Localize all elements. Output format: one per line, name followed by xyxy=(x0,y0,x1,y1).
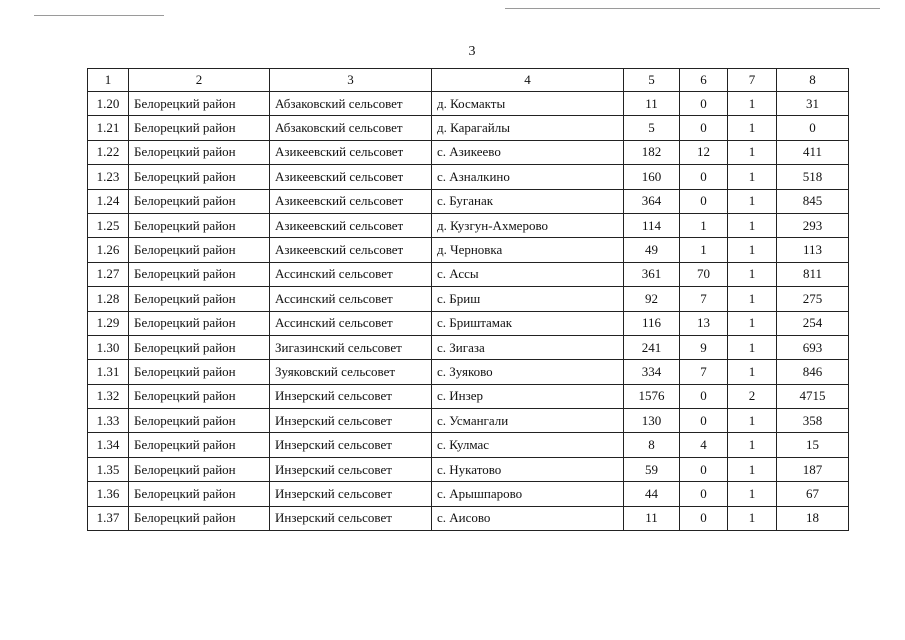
district-cell: Белорецкий район xyxy=(129,238,270,262)
row-number: 1.28 xyxy=(88,287,129,311)
locality-cell: д. Карагайлы xyxy=(432,116,624,140)
locality-cell: д. Кузгун-Ахмерово xyxy=(432,213,624,237)
column-header: 6 xyxy=(680,69,728,92)
column-5-cell: 116 xyxy=(624,311,680,335)
column-5-cell: 59 xyxy=(624,457,680,481)
column-8-cell: 293 xyxy=(777,213,849,237)
column-6-cell: 1 xyxy=(680,213,728,237)
column-8-cell: 15 xyxy=(777,433,849,457)
locality-cell: с. Бриштамак xyxy=(432,311,624,335)
column-7-cell: 1 xyxy=(728,213,777,237)
row-number: 1.36 xyxy=(88,482,129,506)
table-row xyxy=(88,409,849,433)
table-row xyxy=(88,506,849,530)
council-cell: Ассинский сельсовет xyxy=(270,262,432,286)
row-number: 1.25 xyxy=(88,213,129,237)
column-5-cell: 11 xyxy=(624,506,680,530)
column-8-cell: 411 xyxy=(777,140,849,164)
column-5-cell: 8 xyxy=(624,433,680,457)
column-7-cell: 1 xyxy=(728,311,777,335)
row-number: 1.21 xyxy=(88,116,129,140)
column-6-cell: 0 xyxy=(680,384,728,408)
locality-cell: с. Зуяково xyxy=(432,360,624,384)
column-6-cell: 7 xyxy=(680,360,728,384)
district-cell: Белорецкий район xyxy=(129,262,270,286)
column-6-cell: 4 xyxy=(680,433,728,457)
column-8-cell: 187 xyxy=(777,457,849,481)
district-cell: Белорецкий район xyxy=(129,165,270,189)
column-7-cell: 1 xyxy=(728,92,777,116)
column-7-cell: 1 xyxy=(728,165,777,189)
column-header: 7 xyxy=(728,69,777,92)
row-number: 1.20 xyxy=(88,92,129,116)
column-8-cell: 845 xyxy=(777,189,849,213)
district-cell: Белорецкий район xyxy=(129,189,270,213)
table-row xyxy=(88,189,849,213)
council-cell: Инзерский сельсовет xyxy=(270,409,432,433)
district-cell: Белорецкий район xyxy=(129,213,270,237)
column-8-cell: 0 xyxy=(777,116,849,140)
council-cell: Инзерский сельсовет xyxy=(270,482,432,506)
locality-cell: с. Инзер xyxy=(432,384,624,408)
column-6-cell: 0 xyxy=(680,92,728,116)
locality-cell: с. Кулмас xyxy=(432,433,624,457)
column-7-cell: 1 xyxy=(728,360,777,384)
row-number: 1.27 xyxy=(88,262,129,286)
district-cell: Белорецкий район xyxy=(129,384,270,408)
row-number: 1.24 xyxy=(88,189,129,213)
column-6-cell: 0 xyxy=(680,116,728,140)
district-cell: Белорецкий район xyxy=(129,457,270,481)
district-cell: Белорецкий район xyxy=(129,335,270,359)
table-row xyxy=(88,360,849,384)
column-6-cell: 0 xyxy=(680,189,728,213)
column-6-cell: 0 xyxy=(680,482,728,506)
column-6-cell: 1 xyxy=(680,238,728,262)
row-number: 1.30 xyxy=(88,335,129,359)
column-7-cell: 1 xyxy=(728,287,777,311)
council-cell: Азикеевский сельсовет xyxy=(270,238,432,262)
column-5-cell: 160 xyxy=(624,165,680,189)
row-number: 1.31 xyxy=(88,360,129,384)
column-8-cell: 18 xyxy=(777,506,849,530)
locality-cell: с. Арышпарово xyxy=(432,482,624,506)
column-5-cell: 334 xyxy=(624,360,680,384)
district-cell: Белорецкий район xyxy=(129,92,270,116)
table-row xyxy=(88,140,849,164)
council-cell: Зуяковский сельсовет xyxy=(270,360,432,384)
column-7-cell: 1 xyxy=(728,262,777,286)
column-7-cell: 2 xyxy=(728,384,777,408)
district-cell: Белорецкий район xyxy=(129,506,270,530)
locality-cell: с. Зигаза xyxy=(432,335,624,359)
row-number: 1.34 xyxy=(88,433,129,457)
column-6-cell: 12 xyxy=(680,140,728,164)
table-row xyxy=(88,287,849,311)
column-8-cell: 811 xyxy=(777,262,849,286)
column-6-cell: 7 xyxy=(680,287,728,311)
column-5-cell: 130 xyxy=(624,409,680,433)
table-row xyxy=(88,335,849,359)
council-cell: Азикеевский сельсовет xyxy=(270,213,432,237)
column-8-cell: 113 xyxy=(777,238,849,262)
council-cell: Инзерский сельсовет xyxy=(270,433,432,457)
row-number: 1.32 xyxy=(88,384,129,408)
column-8-cell: 31 xyxy=(777,92,849,116)
row-number: 1.26 xyxy=(88,238,129,262)
council-cell: Ассинский сельсовет xyxy=(270,311,432,335)
table-row xyxy=(88,262,849,286)
column-6-cell: 0 xyxy=(680,409,728,433)
page-number: 3 xyxy=(468,44,476,59)
table-row xyxy=(88,384,849,408)
column-header: 4 xyxy=(432,69,624,92)
locality-cell: с. Нукатово xyxy=(432,457,624,481)
column-7-cell: 1 xyxy=(728,335,777,359)
row-number: 1.23 xyxy=(88,165,129,189)
table-row xyxy=(88,457,849,481)
column-5-cell: 49 xyxy=(624,238,680,262)
column-8-cell: 275 xyxy=(777,287,849,311)
district-cell: Белорецкий район xyxy=(129,482,270,506)
column-8-cell: 67 xyxy=(777,482,849,506)
locality-cell: с. Буганак xyxy=(432,189,624,213)
table-body xyxy=(88,92,849,531)
table-row xyxy=(88,433,849,457)
table-row xyxy=(88,482,849,506)
column-7-cell: 1 xyxy=(728,189,777,213)
council-cell: Ассинский сельсовет xyxy=(270,287,432,311)
column-5-cell: 44 xyxy=(624,482,680,506)
column-7-cell: 1 xyxy=(728,238,777,262)
column-5-cell: 11 xyxy=(624,92,680,116)
column-6-cell: 70 xyxy=(680,262,728,286)
column-5-cell: 92 xyxy=(624,287,680,311)
column-5-cell: 182 xyxy=(624,140,680,164)
district-cell: Белорецкий район xyxy=(129,360,270,384)
column-7-cell: 1 xyxy=(728,457,777,481)
column-5-cell: 241 xyxy=(624,335,680,359)
council-cell: Абзаковский сельсовет xyxy=(270,116,432,140)
district-cell: Белорецкий район xyxy=(129,116,270,140)
row-number: 1.22 xyxy=(88,140,129,164)
table-row xyxy=(88,92,849,116)
council-cell: Абзаковский сельсовет xyxy=(270,92,432,116)
column-8-cell: 254 xyxy=(777,311,849,335)
locality-cell: д. Космакты xyxy=(432,92,624,116)
table-header-row xyxy=(88,69,849,92)
column-8-cell: 518 xyxy=(777,165,849,189)
district-cell: Белорецкий район xyxy=(129,409,270,433)
column-8-cell: 4715 xyxy=(777,384,849,408)
scan-artifact-line xyxy=(505,8,880,9)
column-8-cell: 693 xyxy=(777,335,849,359)
locality-cell: с. Ассы xyxy=(432,262,624,286)
column-5-cell: 114 xyxy=(624,213,680,237)
column-8-cell: 358 xyxy=(777,409,849,433)
column-7-cell: 1 xyxy=(728,409,777,433)
district-cell: Белорецкий район xyxy=(129,433,270,457)
council-cell: Азикеевский сельсовет xyxy=(270,140,432,164)
table-row xyxy=(88,116,849,140)
column-7-cell: 1 xyxy=(728,140,777,164)
data-table xyxy=(87,68,849,531)
column-6-cell: 0 xyxy=(680,457,728,481)
scan-artifact-line xyxy=(34,15,164,16)
locality-cell: с. Азналкино xyxy=(432,165,624,189)
table-row xyxy=(88,311,849,335)
column-7-cell: 1 xyxy=(728,482,777,506)
column-7-cell: 1 xyxy=(728,506,777,530)
district-cell: Белорецкий район xyxy=(129,311,270,335)
row-number: 1.35 xyxy=(88,457,129,481)
council-cell: Азикеевский сельсовет xyxy=(270,165,432,189)
column-6-cell: 0 xyxy=(680,165,728,189)
district-cell: Белорецкий район xyxy=(129,287,270,311)
column-7-cell: 1 xyxy=(728,116,777,140)
row-number: 1.29 xyxy=(88,311,129,335)
council-cell: Азикеевский сельсовет xyxy=(270,189,432,213)
locality-cell: с. Бриш xyxy=(432,287,624,311)
column-8-cell: 846 xyxy=(777,360,849,384)
locality-cell: с. Азикеево xyxy=(432,140,624,164)
row-number: 1.33 xyxy=(88,409,129,433)
column-5-cell: 5 xyxy=(624,116,680,140)
council-cell: Инзерский сельсовет xyxy=(270,384,432,408)
column-header: 5 xyxy=(624,69,680,92)
column-5-cell: 364 xyxy=(624,189,680,213)
column-6-cell: 0 xyxy=(680,506,728,530)
council-cell: Инзерский сельсовет xyxy=(270,457,432,481)
column-7-cell: 1 xyxy=(728,433,777,457)
table-row xyxy=(88,213,849,237)
column-header: 2 xyxy=(129,69,270,92)
column-6-cell: 13 xyxy=(680,311,728,335)
column-header: 1 xyxy=(88,69,129,92)
column-header: 3 xyxy=(270,69,432,92)
column-5-cell: 1576 xyxy=(624,384,680,408)
locality-cell: д. Черновка xyxy=(432,238,624,262)
column-5-cell: 361 xyxy=(624,262,680,286)
column-6-cell: 9 xyxy=(680,335,728,359)
table-row xyxy=(88,165,849,189)
district-cell: Белорецкий район xyxy=(129,140,270,164)
column-header: 8 xyxy=(777,69,849,92)
council-cell: Зигазинский сельсовет xyxy=(270,335,432,359)
locality-cell: с. Усмангали xyxy=(432,409,624,433)
table-row xyxy=(88,238,849,262)
row-number: 1.37 xyxy=(88,506,129,530)
council-cell: Инзерский сельсовет xyxy=(270,506,432,530)
locality-cell: с. Аисово xyxy=(432,506,624,530)
